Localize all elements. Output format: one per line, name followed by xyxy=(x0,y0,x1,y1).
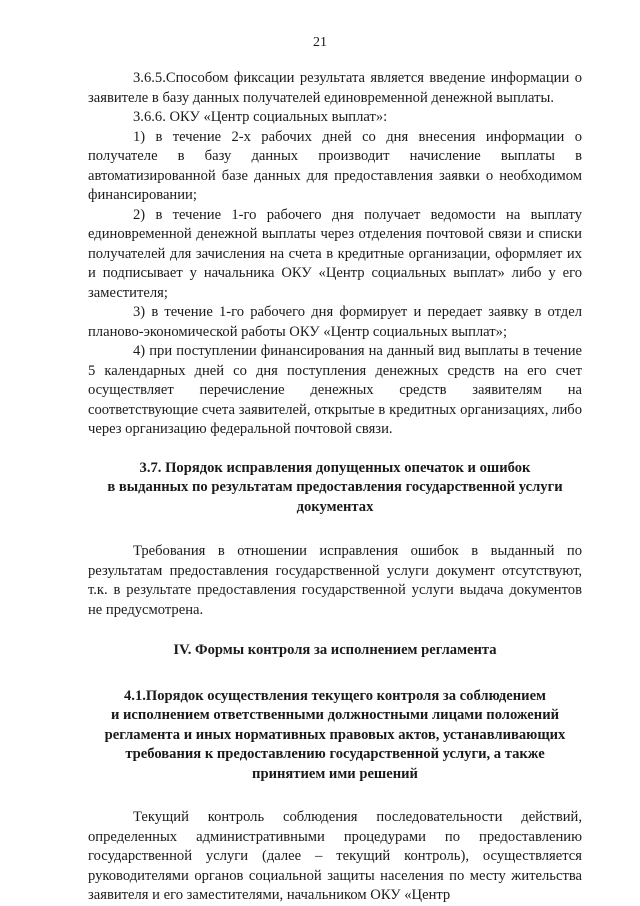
heading-4-1-line: требования к предоставлению государственной услуги, а также xyxy=(125,746,545,762)
heading-3-7-line: в выданных по результатам предоставления государственной услуги xyxy=(107,479,563,495)
heading-3-7-line: 3.7. Порядок исправления допущенных опечаток и ошибок xyxy=(139,459,531,476)
paragraph-3-6-6-item-2: 2) в течение 1-го рабочего дня получает ведомости на выплату единовременной денежной выплаты через отделения почтовой связи и списки получателей для зачисления на счета в кредитные организации, оформляет их и подписывает у начальника ОКУ «Центр социальных выплат» либо у его заместителя; xyxy=(88,206,582,301)
heading-4-1-line: принятием ими решений xyxy=(252,765,418,782)
paragraph-3-6-6: 3.6.6. ОКУ «Центр социальных выплат»: xyxy=(133,109,388,125)
heading-3-7 xyxy=(88,459,582,518)
paragraph-3-6-6-item-4: 4) при поступлении финансирования на данный вид выплаты в течение 5 календарных дней со дня поступления денежных средств на его счет осуществляет перечисление денежных средств заявителям на соответствующие счета заявителей, открытые в кредитных организациях, либо через организацию федеральной почтовой связи. xyxy=(88,343,582,437)
paragraph-3-6-6-item-3: 3) в течение 1-го рабочего дня формирует и передает заявку в отдел планово-экономической работы ОКУ «Центр социальных выплат»; xyxy=(88,304,582,340)
paragraph-3-6-6-item-1: 1) в течение 2-х рабочих дней со дня внесения информации о получателе в базу данных производит начисление выплаты в автоматизированной базе данных для предоставления заявки о необходимом финансировании; xyxy=(88,128,582,203)
heading-4-1-line: 4.1.Порядок осуществления текущего контроля за соблюдением xyxy=(124,687,546,704)
heading-3-7-line: документах xyxy=(296,498,374,515)
heading-4-1-line: регламента и иных нормативных правовых актов, устанавливающих xyxy=(104,726,566,743)
paragraph-3-7: Требования в отношении исправления ошибок в выданный по результатам предоставления государственной услуги документ отсутствуют, т.к. в результате предоставления государственной услуги выдача документов не предусмотрена. xyxy=(88,543,582,618)
paragraph-4-1: Текущий контроль соблюдения последовательности действий, определенных административными процедурами по предоставлению государственной услуги (далее – текущий контроль), осуществляется руководителями органов социальной защиты населения по месту жительства заявителя и его заместителями, начальником ОКУ «Центр xyxy=(88,809,582,903)
document-body xyxy=(88,69,582,906)
heading-section-iv: IV. Формы контроля за исполнением регламента xyxy=(173,642,497,658)
page-number: 21 xyxy=(313,35,327,50)
heading-4-1-line: и исполнением ответственными должностными лицами положений xyxy=(110,707,560,723)
heading-4-1 xyxy=(88,687,582,785)
paragraph-3-6-5: 3.6.5.Способом фиксации результата является введение информации о заявителе в базу данных получателей единовременной денежной выплаты. xyxy=(88,70,582,106)
